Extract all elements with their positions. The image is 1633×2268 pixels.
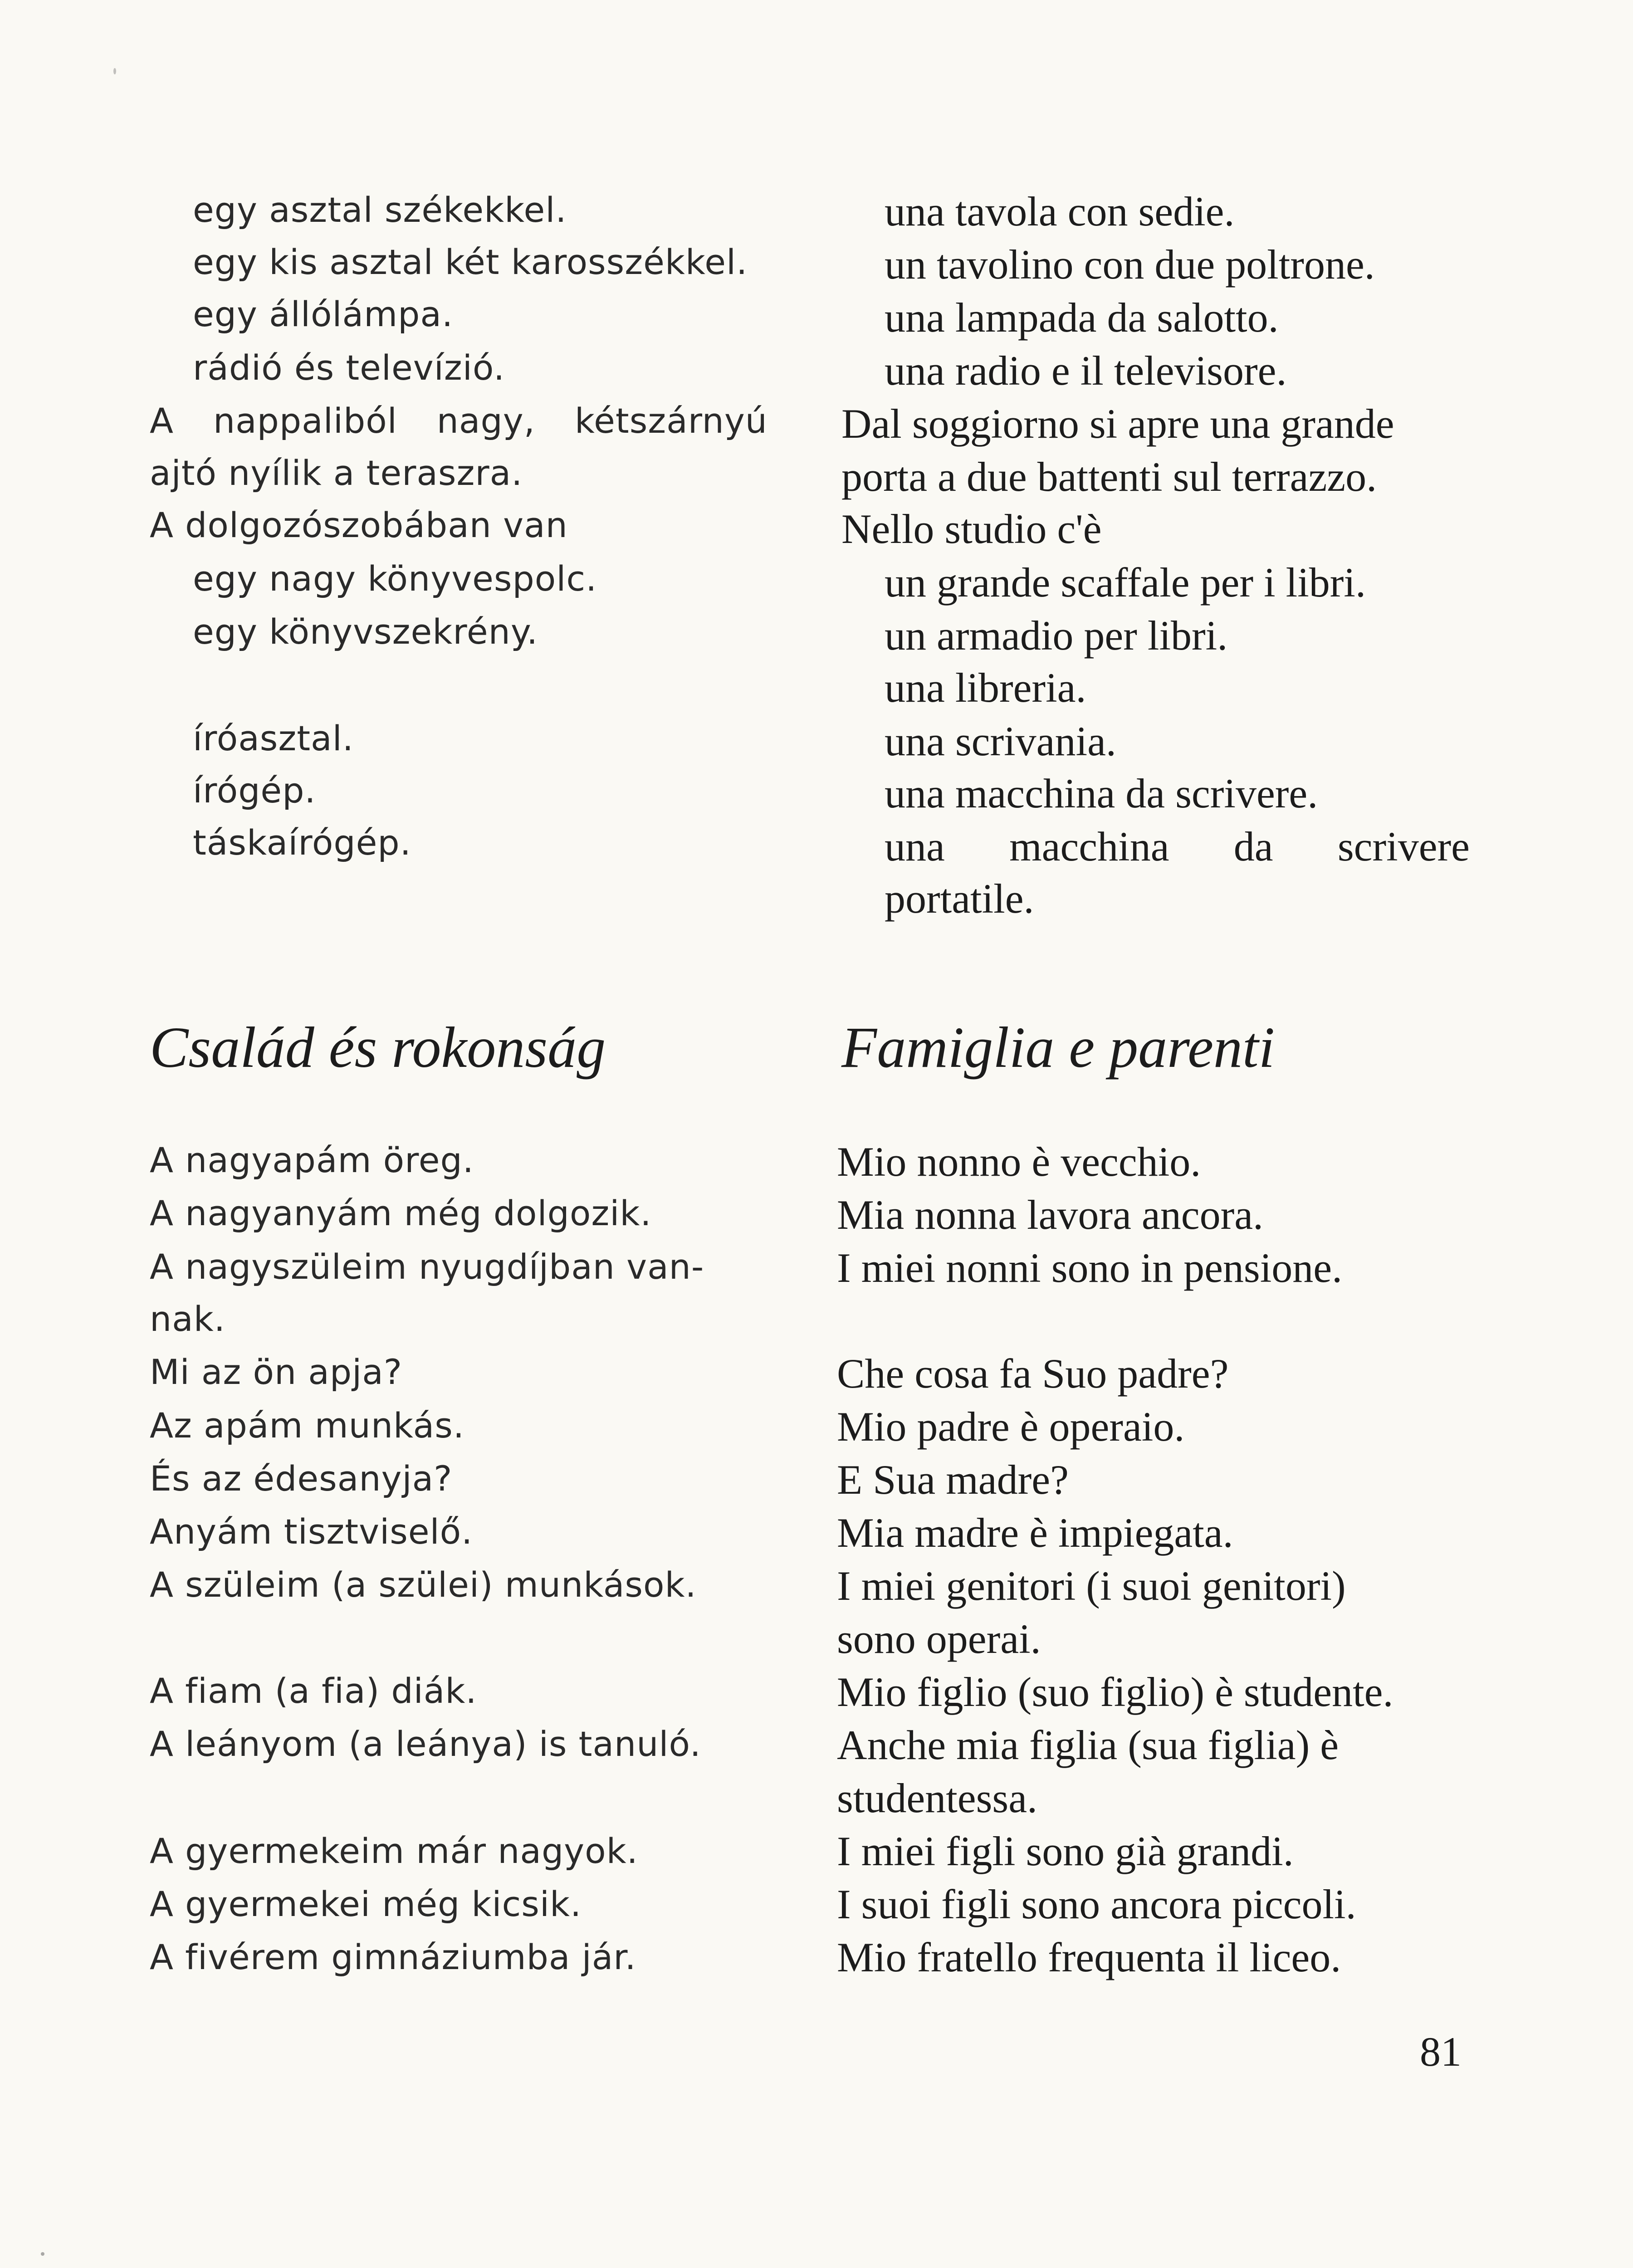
hu-line: A gyermekeim már nagyok. bbox=[150, 1831, 638, 1871]
word: kétszárnyú bbox=[574, 401, 768, 441]
hu-line: ajtó nyílik a teraszra. bbox=[150, 453, 523, 493]
it-line: Mio nonno è vecchio. bbox=[837, 1139, 1201, 1185]
it-line: I miei nonni sono in pensione. bbox=[837, 1245, 1343, 1291]
hu-line: A nagyszüleim nyugdíjban van- bbox=[150, 1246, 704, 1287]
it-line: Mio figlio (suo figlio) è studente. bbox=[837, 1669, 1393, 1715]
hu-line: írógép. bbox=[193, 770, 316, 811]
section-title-hungarian: Család és rokonság bbox=[150, 1015, 606, 1080]
hu-line: egy állólámpa. bbox=[193, 294, 454, 334]
it-line: una radio e il televisore. bbox=[885, 347, 1287, 394]
scan-speck bbox=[41, 2252, 44, 2256]
hu-line: És az édesanyja? bbox=[150, 1458, 453, 1499]
hu-line: A nagyanyám még dolgozik. bbox=[150, 1193, 652, 1233]
it-line: Mio padre è operaio. bbox=[837, 1403, 1185, 1450]
hu-line: Anyám tisztviselő. bbox=[150, 1511, 473, 1552]
it-line: Anche mia figlia (sua figlia) è bbox=[837, 1722, 1339, 1768]
hu-line: A nagyapám öreg. bbox=[150, 1140, 474, 1180]
hu-line: rádió és televízió. bbox=[193, 347, 505, 388]
it-line: Nello studio c'è bbox=[841, 506, 1102, 552]
hu-line: íróasztal. bbox=[193, 718, 354, 758]
it-line: Mio fratello frequenta il liceo. bbox=[837, 1934, 1341, 1980]
it-line: porta a due battenti sul terrazzo. bbox=[841, 454, 1377, 500]
hu-line: egy nagy könyvespolc. bbox=[193, 558, 597, 599]
it-line: studentessa. bbox=[837, 1775, 1038, 1821]
it-line: E Sua madre? bbox=[837, 1457, 1069, 1503]
it-line: una scrivania. bbox=[885, 718, 1116, 764]
it-line: un tavolino con due poltrone. bbox=[885, 241, 1375, 288]
hu-line: Mi az ön apja? bbox=[150, 1352, 403, 1392]
section-title-italian: Famiglia e parenti bbox=[841, 1015, 1275, 1080]
it-line: un grande scaffale per i libri. bbox=[885, 559, 1366, 606]
word: una bbox=[885, 823, 945, 870]
hu-line: egy kis asztal két karosszékkel. bbox=[193, 242, 748, 282]
it-line: Che cosa fa Suo padre? bbox=[837, 1350, 1229, 1397]
it-line: I miei genitori (i suoi genitori) bbox=[837, 1563, 1346, 1609]
word: A bbox=[150, 401, 174, 441]
it-line: portatile. bbox=[885, 875, 1034, 922]
hu-line: A szüleim (a szülei) munkások. bbox=[150, 1564, 697, 1605]
it-line: Dal soggiorno si apre una grande bbox=[841, 401, 1394, 447]
hu-line: A gyermekei még kicsik. bbox=[150, 1884, 582, 1924]
word: macchina bbox=[1009, 823, 1169, 870]
it-line: I suoi figli sono ancora piccoli. bbox=[837, 1881, 1356, 1927]
word: da bbox=[1233, 823, 1273, 870]
scan-speck bbox=[113, 68, 116, 74]
it-line: una libreria. bbox=[885, 665, 1086, 711]
hu-line-justified bbox=[150, 401, 768, 441]
hu-line: A dolgozószobában van bbox=[150, 505, 568, 545]
it-line: un armadio per libri. bbox=[885, 612, 1228, 659]
hu-line: Az apám munkás. bbox=[150, 1405, 464, 1446]
it-line-justified bbox=[885, 823, 1470, 870]
hu-line: egy asztal székekkel. bbox=[193, 190, 567, 230]
hu-line: nak. bbox=[150, 1299, 225, 1339]
hu-line: A fivérem gimnáziumba jár. bbox=[150, 1937, 636, 1977]
word: nagy, bbox=[436, 401, 535, 441]
it-line: Mia nonna lavora ancora. bbox=[837, 1192, 1264, 1238]
it-line: una macchina da scrivere. bbox=[885, 770, 1318, 816]
hu-line: A leányom (a leánya) is tanuló. bbox=[150, 1724, 701, 1764]
it-line: una tavola con sedie. bbox=[885, 188, 1235, 235]
hu-line: táskaírógép. bbox=[193, 822, 411, 863]
it-line: una lampada da salotto. bbox=[885, 294, 1279, 341]
page-number: 81 bbox=[1420, 2028, 1462, 2075]
it-line: sono operai. bbox=[837, 1616, 1041, 1662]
word: nappaliból bbox=[213, 401, 397, 441]
it-line: I miei figli sono già grandi. bbox=[837, 1828, 1294, 1874]
word: scrivere bbox=[1337, 823, 1470, 870]
it-line: Mia madre è impiegata. bbox=[837, 1510, 1233, 1556]
hu-line: A fiam (a fia) diák. bbox=[150, 1671, 477, 1711]
hu-line: egy könyvszekrény. bbox=[193, 611, 538, 652]
